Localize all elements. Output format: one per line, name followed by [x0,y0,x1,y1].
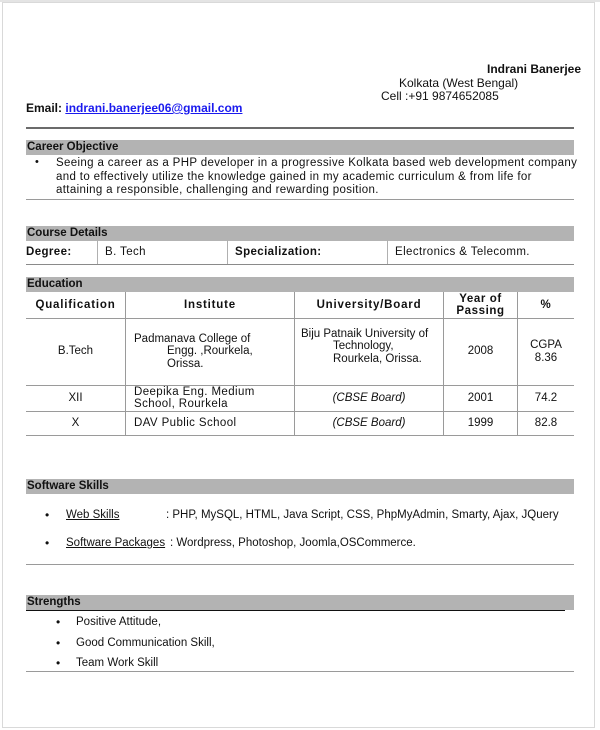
skill-label: Web Skills [66,509,120,521]
section-header-course-details: Course Details [26,226,574,241]
board-cell: (CBSE Board) [295,411,444,435]
table-row [26,411,574,435]
strength-item: Good Communication Skill, [76,637,215,649]
institute-line: School, Rourkela [134,398,228,410]
specialization-label: Specialization: [228,240,388,265]
candidate-name: Indrani Banerjee [487,62,582,76]
objective-line: and to effectively utilize the knowledge gained in my academic curriculum & from life for [56,170,532,183]
institute-cell [126,385,295,411]
degree-value: B. Tech [98,240,228,265]
skill-item-web [66,509,119,521]
percent-line: 8.36 [534,351,558,364]
candidate-location: Kolkata (West Bengal) [399,76,519,90]
header-divider [26,127,574,129]
percent-cell: 82.8 [518,411,575,435]
table-row [26,318,574,385]
objective-line: Seeing a career as a PHP developer in a progressive Kolkata based web development company [56,157,578,169]
strength-item: Positive Attitude, [76,616,162,628]
bullet-icon: • [56,615,61,629]
strength-item: Team Work Skill [76,657,159,669]
strengths-underline [26,610,565,611]
bullet-icon: • [45,536,50,550]
skill-value-software: : Wordpress, Photoshop, Joomla,OSCommerce. [170,537,416,549]
candidate-phone: Cell :+91 9874652085 [381,89,499,103]
section-divider [26,671,574,672]
section-header-software-skills: Software Skills [26,479,574,494]
percent-cell [518,318,575,385]
bullet-icon: • [56,636,61,650]
bullet-icon: • [56,656,61,670]
email-line [26,101,242,115]
section-divider [26,199,574,200]
year-cell: 1999 [444,411,518,435]
institute-line: Engg. ,Rourkela, Orissa. [167,345,253,370]
section-header-strengths: Strengths [26,595,574,610]
column-header: % [518,292,575,318]
institute-cell: DAV Public School [126,411,295,435]
board-cell: (CBSE Board) [295,385,444,411]
table-row [26,240,574,265]
year-cell: 2008 [444,318,518,385]
career-objective-text [56,157,578,198]
board-cell [295,318,444,385]
course-details-table [26,240,574,265]
qualification-cell: B.Tech [26,318,126,385]
table-header-row [26,292,574,318]
section-header-career-objective: Career Objective [26,140,574,155]
bullet-icon: • [35,156,39,168]
email-label: Email: [26,101,63,115]
email-link[interactable]: indrani.banerjee06@gmail.com [65,101,243,115]
column-header: University/Board [295,292,444,318]
page-edge [0,0,600,2]
institute-line: Deepika Eng. Medium [134,385,255,398]
education-table [26,292,574,436]
specialization-value: Electronics & Telecomm. [388,240,575,265]
skill-label: Software Packages [66,537,166,549]
column-header: Institute [126,292,295,318]
percent-cell: 74.2 [518,385,575,411]
bullet-icon: • [45,508,50,522]
objective-line: attaining a responsible, challenging and rewarding position. [56,184,379,196]
column-header: Year of Passing [444,292,518,318]
year-cell: 2001 [444,385,518,411]
institute-cell [126,318,295,385]
board-line: Technology, [333,340,394,352]
board-line: Rourkela, Orissa. [333,352,422,365]
degree-label: Degree: [26,240,98,265]
section-header-education: Education [26,277,574,292]
percent-line: CGPA [530,339,562,351]
column-header: Qualification [26,292,126,318]
skill-value-web: : PHP, MySQL, HTML, Java Script, CSS, PhpMyAdmin, Smarty, Ajax, JQuery [166,509,559,521]
qualification-cell: X [26,411,126,435]
section-divider [26,564,574,565]
qualification-cell: XII [26,385,126,411]
institute-line: Padmanava College of [134,332,251,345]
board-line: Biju Patnaik University of [301,327,429,340]
table-row [26,385,574,411]
skill-item-software [66,537,165,549]
